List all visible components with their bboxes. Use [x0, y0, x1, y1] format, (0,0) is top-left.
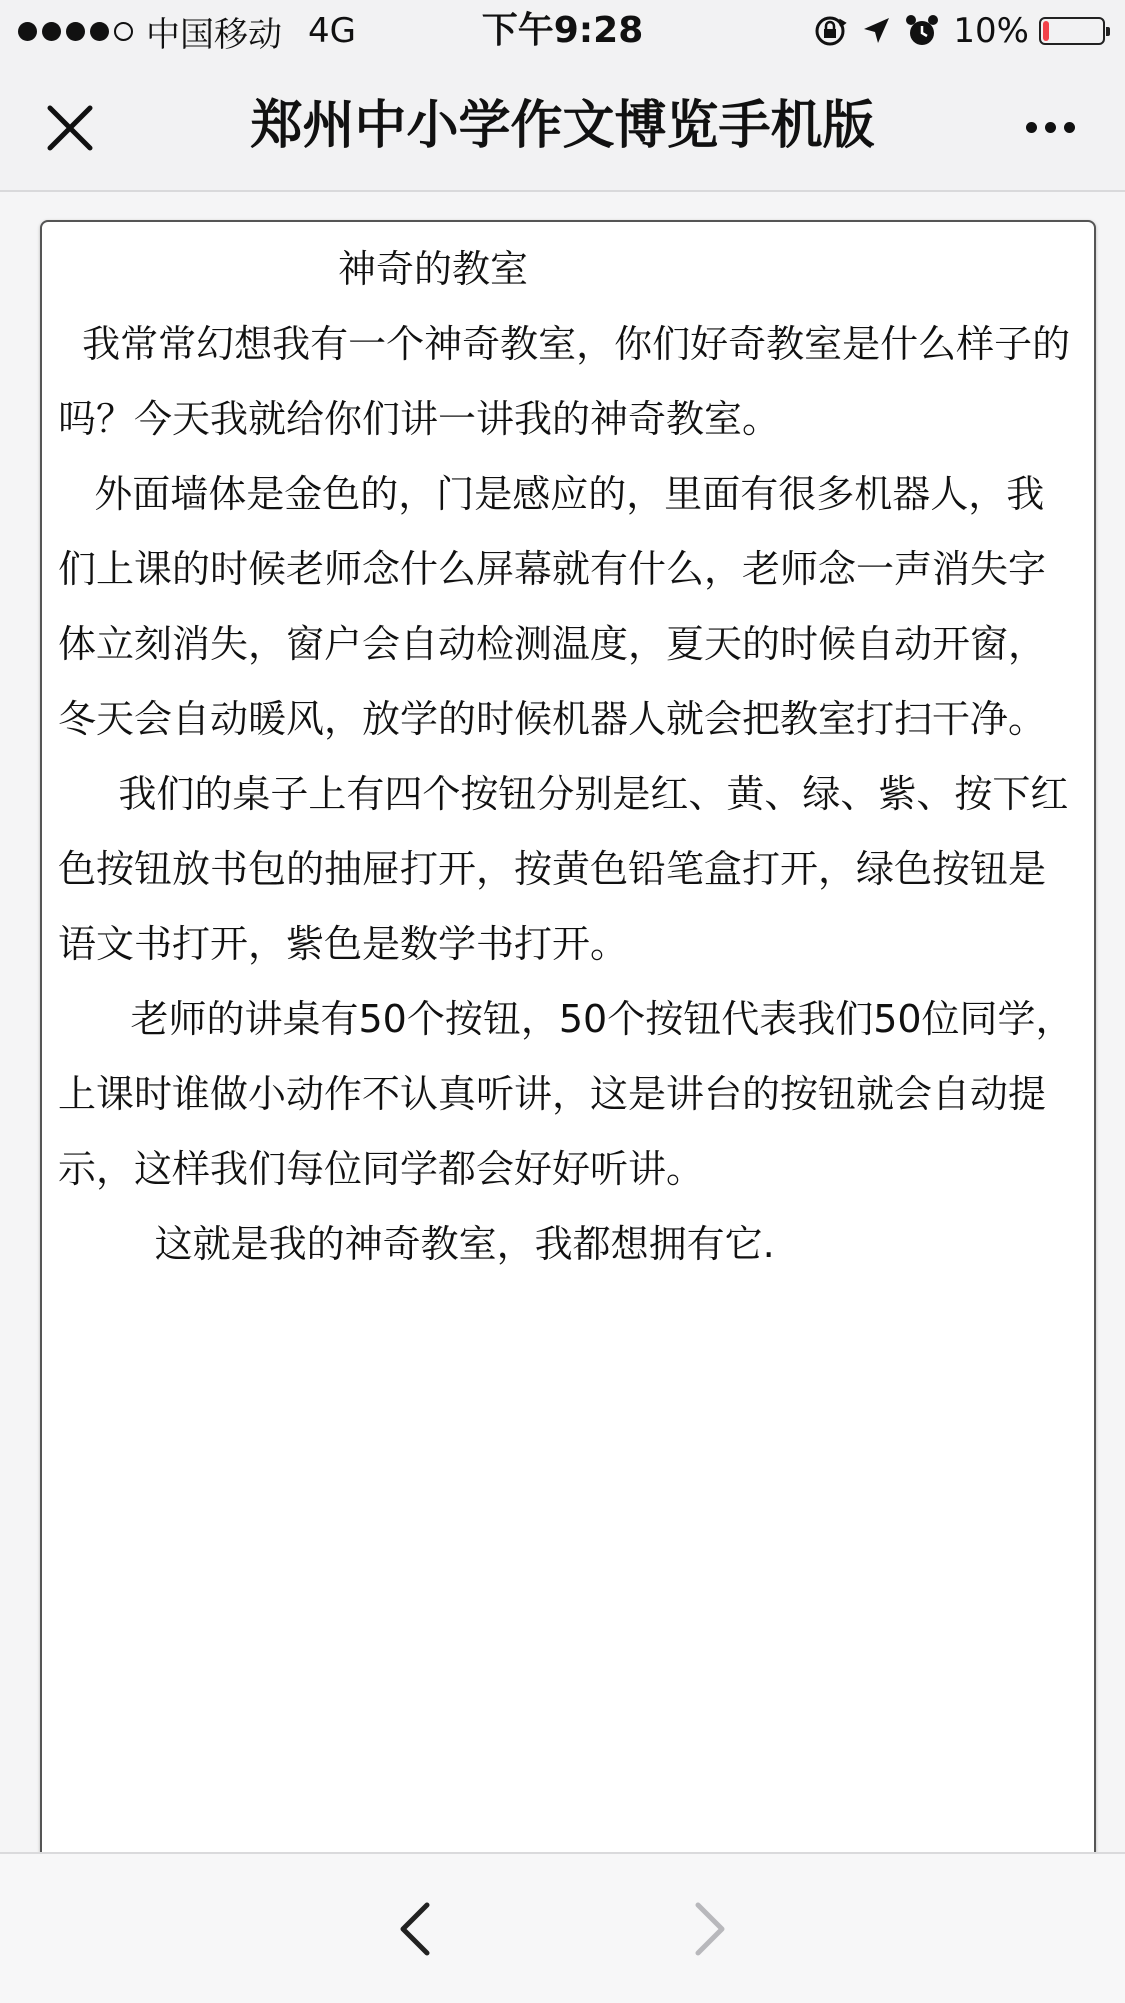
paragraph-indent: [58, 772, 118, 816]
status-right: [813, 8, 1105, 54]
nav-bar: [0, 62, 1125, 192]
close-icon[interactable]: [40, 98, 100, 158]
battery-level: [1043, 21, 1049, 41]
essay-textarea[interactable]: [40, 220, 1096, 1880]
more-dot: [1064, 122, 1075, 133]
status-time: 下午9:28: [481, 10, 644, 51]
more-dot: [1026, 122, 1037, 133]
paragraph-text: 这就是我的神奇教室，我都想拥有它.: [154, 1222, 775, 1266]
forward-chevron-icon[interactable]: [680, 1894, 740, 1964]
orientation-lock-icon: [813, 14, 847, 48]
essay-text: [58, 232, 1082, 1282]
battery-percent: 10%: [953, 11, 1029, 51]
essay-title: 神奇的教室: [338, 247, 529, 291]
paragraph-text: 我们的桌子上有四个按钮分别是红、黄、绿、紫、按下红色按钮放书包的抽屉打开，按黄色铅笔盒打开，绿色按钮是语文书打开，紫色是数学书打开。: [58, 772, 1069, 966]
alarm-icon: [905, 14, 939, 48]
paragraph-text: 我常常幻想我有一个神奇教室，你们好奇教室是什么样子的吗？今天我就给你们讲一讲我的神奇教室。: [58, 322, 1071, 441]
paragraph-indent: [58, 472, 94, 516]
paragraph-indent: [58, 322, 82, 366]
page-content: [0, 192, 1125, 1852]
bottom-toolbar: [0, 1852, 1125, 2003]
page-title: 郑州中小学作文博览手机版: [250, 96, 875, 156]
more-icon[interactable]: [1015, 102, 1085, 152]
paragraph-indent: [58, 997, 130, 1041]
carrier-name: 中国移动: [146, 14, 282, 55]
essay-paragraph: [58, 457, 1082, 757]
status-bar: [0, 0, 1125, 62]
essay-paragraph: [58, 757, 1082, 982]
back-chevron-icon[interactable]: [385, 1894, 445, 1964]
essay-paragraph: [58, 307, 1082, 457]
network-type: 4G: [308, 11, 356, 51]
battery-icon: [1039, 17, 1105, 45]
location-arrow-icon: [861, 16, 891, 46]
essay-paragraph: [58, 1207, 1082, 1282]
paragraph-text: 老师的讲桌有50个按钮，50个按钮代表我们50位同学，上课时谁做小动作不认真听讲，这是讲台的按钮就会自动提示，这样我们每位同学都会好好听讲。: [58, 997, 1074, 1191]
essay-paragraph: [58, 982, 1082, 1207]
more-dot: [1045, 122, 1056, 133]
paragraph-indent: [58, 1222, 155, 1266]
paragraph-text: 外面墙体是金色的，门是感应的，里面有很多机器人，我们上课的时候老师念什么屏幕就有什么，老师念一声消失字体立刻消失，窗户会自动检测温度，夏天的时候自动开窗，冬天会自动暖风，放学的时候机器人就会把教室打扫干净。: [58, 472, 1047, 741]
